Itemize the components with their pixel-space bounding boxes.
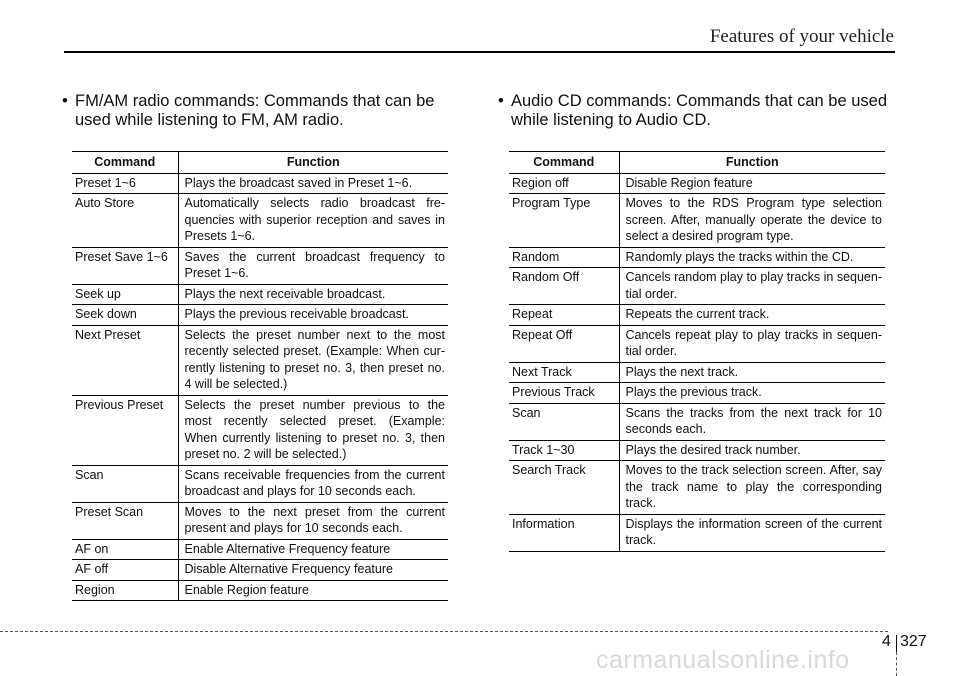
command-cell: Region xyxy=(72,580,178,601)
function-cell: Randomly plays the tracks within the CD. xyxy=(619,247,885,268)
table-row xyxy=(72,560,448,581)
function-cell: Plays the previous receivable broadcast. xyxy=(178,305,448,326)
command-cell: Next Track xyxy=(509,362,619,383)
command-cell: Auto Store xyxy=(72,194,178,248)
table-row xyxy=(72,247,448,284)
command-cell: Scan xyxy=(509,403,619,440)
function-cell: Enable Alternative Frequency feature xyxy=(178,539,448,560)
function-cell: Moves to the RDS Program type selection screen. After, manually operate the device to select a desired program type. xyxy=(619,194,885,248)
audio-cd-intro xyxy=(498,92,894,130)
column-header-command: Command xyxy=(509,152,619,174)
footer-rule xyxy=(0,631,888,632)
watermark: carmanualsonline.info xyxy=(596,646,850,674)
table-row xyxy=(72,580,448,601)
function-cell: Disable Alternative Frequency feature xyxy=(178,560,448,581)
function-cell: Moves to the next preset from the current present and plays for 10 seconds each. xyxy=(178,502,448,539)
command-cell: Repeat Off xyxy=(509,325,619,362)
function-cell: Saves the current broadcast frequency to Preset 1~6. xyxy=(178,247,448,284)
table-header-row xyxy=(72,152,448,174)
audio-cd-intro-line1: Audio CD commands: Commands that can be used xyxy=(511,92,888,110)
command-cell: Region off xyxy=(509,173,619,194)
command-cell: Random Off xyxy=(509,268,619,305)
table-row xyxy=(509,383,885,404)
table-row xyxy=(509,305,885,326)
table-row xyxy=(72,395,448,465)
command-cell: Program Type xyxy=(509,194,619,248)
column-header-command: Command xyxy=(72,152,178,174)
command-cell: Random xyxy=(509,247,619,268)
command-cell: Seek down xyxy=(72,305,178,326)
header-rule xyxy=(64,51,895,53)
table-row xyxy=(509,268,885,305)
command-cell: Preset Save 1~6 xyxy=(72,247,178,284)
table-row xyxy=(72,539,448,560)
function-cell: Plays the broadcast saved in Preset 1~6. xyxy=(178,173,448,194)
table-row xyxy=(509,194,885,248)
bullet-icon: • xyxy=(62,92,68,110)
function-cell: Automatically selects radio broadcast fre- quencies with superior reception and saves in Presets 1~6. xyxy=(178,194,448,248)
section-title: Features of your vehicle xyxy=(709,26,894,47)
table-row xyxy=(509,440,885,461)
function-cell: Enable Region feature xyxy=(178,580,448,601)
command-cell: Search Track xyxy=(509,461,619,515)
command-cell: Repeat xyxy=(509,305,619,326)
command-cell: Scan xyxy=(72,465,178,502)
command-cell: Information xyxy=(509,514,619,551)
function-cell: Scans receivable frequencies from the current broadcast and plays for 10 seconds each. xyxy=(178,465,448,502)
fm-am-command-table xyxy=(72,151,448,601)
command-cell: AF on xyxy=(72,539,178,560)
fm-am-intro xyxy=(62,92,458,130)
function-cell: Selects the preset number previous to the most recently selected preset. (Example: When currently listening to preset no. 3, then preset no. 2 will be selected.) xyxy=(178,395,448,465)
table-row xyxy=(509,325,885,362)
table-row xyxy=(72,325,448,395)
table-row xyxy=(72,502,448,539)
command-cell: AF off xyxy=(72,560,178,581)
table-row xyxy=(72,465,448,502)
function-cell: Moves to the track selection screen. After, say the track name to play the corresponding track. xyxy=(619,461,885,515)
function-cell: Cancels random play to play tracks in sequen- tial order. xyxy=(619,268,885,305)
function-cell: Plays the next receivable broadcast. xyxy=(178,284,448,305)
table-row xyxy=(509,403,885,440)
table-row xyxy=(72,284,448,305)
chapter-number: 4 xyxy=(882,633,891,650)
command-cell: Seek up xyxy=(72,284,178,305)
page-number-value: 327 xyxy=(900,633,927,650)
audio-cd-intro-line2: while listening to Audio CD. xyxy=(511,111,711,129)
table-row xyxy=(509,514,885,551)
fm-am-intro-line1: FM/AM radio commands: Commands that can be xyxy=(75,92,435,110)
table-row xyxy=(509,173,885,194)
audio-cd-command-table xyxy=(509,151,885,552)
table-row xyxy=(72,305,448,326)
function-cell: Disable Region feature xyxy=(619,173,885,194)
table-row xyxy=(509,362,885,383)
function-cell: Plays the previous track. xyxy=(619,383,885,404)
command-cell: Previous Preset xyxy=(72,395,178,465)
function-cell: Plays the next track. xyxy=(619,362,885,383)
command-cell: Track 1~30 xyxy=(509,440,619,461)
table-header-row xyxy=(509,152,885,174)
page-number-divider xyxy=(896,635,897,652)
bullet-icon: • xyxy=(498,92,504,110)
table-row xyxy=(72,173,448,194)
command-cell: Preset Scan xyxy=(72,502,178,539)
function-cell: Selects the preset number next to the most recently selected preset. (Example: When cur- rently listening to preset no. 3, then preset no. 4 will be selected.) xyxy=(178,325,448,395)
function-cell: Plays the desired track number. xyxy=(619,440,885,461)
column-header-function: Function xyxy=(178,152,448,174)
function-cell: Repeats the current track. xyxy=(619,305,885,326)
column-header-function: Function xyxy=(619,152,885,174)
command-cell: Previous Track xyxy=(509,383,619,404)
table-row xyxy=(509,247,885,268)
fm-am-intro-line2: used while listening to FM, AM radio. xyxy=(75,111,344,129)
table-row xyxy=(72,194,448,248)
function-cell: Cancels repeat play to play tracks in sequen- tial order. xyxy=(619,325,885,362)
function-cell: Displays the information screen of the current track. xyxy=(619,514,885,551)
footer-vertical-rule xyxy=(896,652,897,676)
table-row xyxy=(509,461,885,515)
command-cell: Preset 1~6 xyxy=(72,173,178,194)
command-cell: Next Preset xyxy=(72,325,178,395)
function-cell: Scans the tracks from the next track for 10 seconds each. xyxy=(619,403,885,440)
